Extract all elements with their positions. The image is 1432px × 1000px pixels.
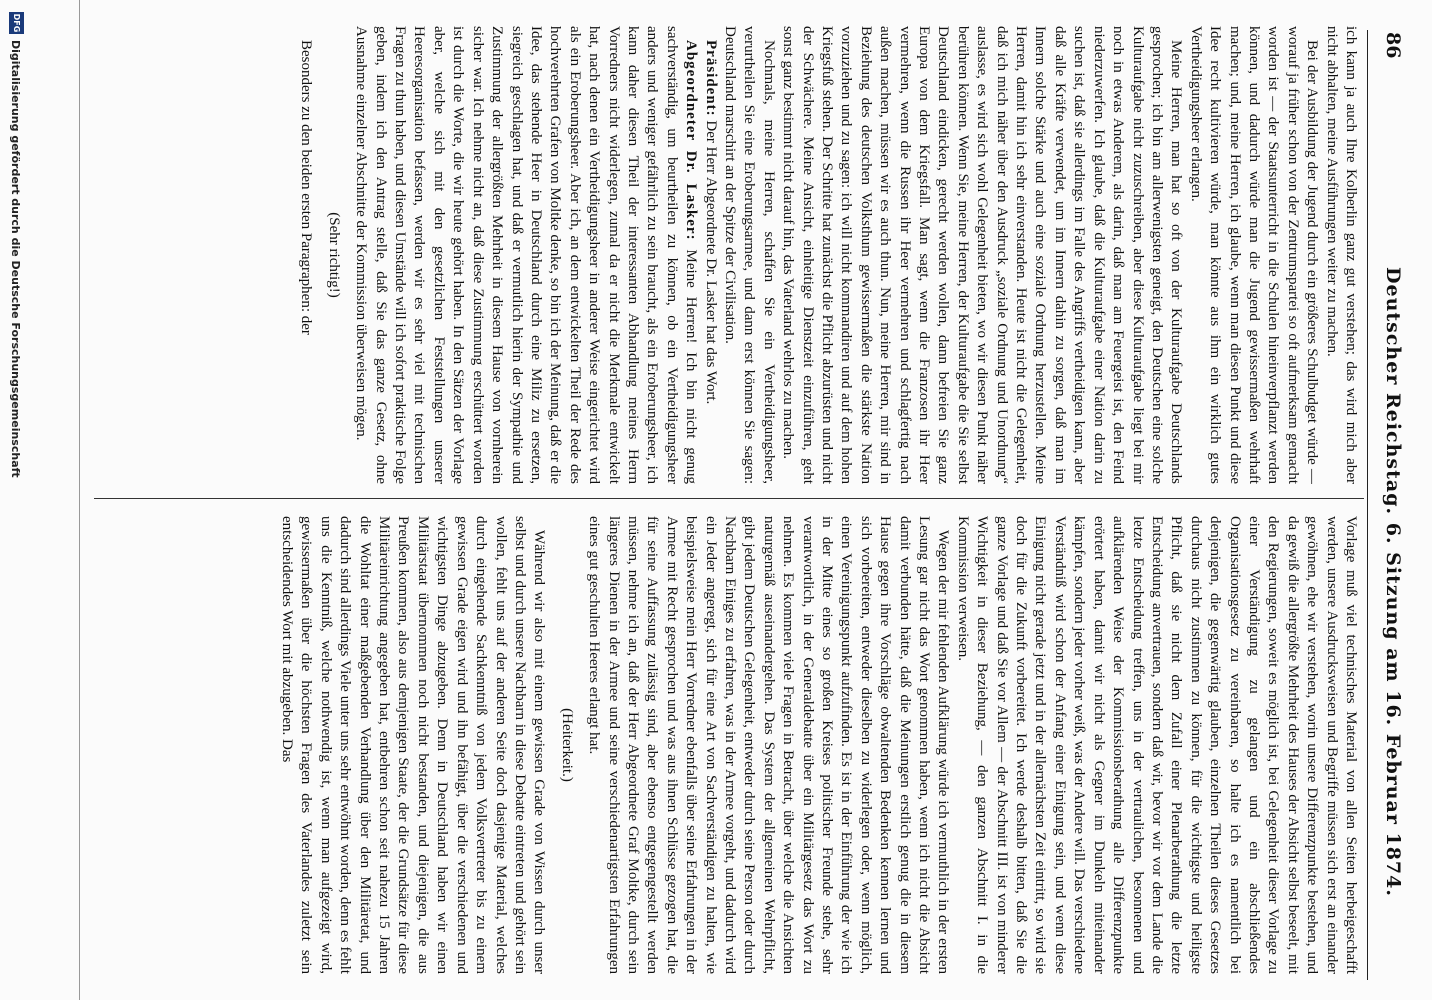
- header-rule: [1367, 30, 1368, 980]
- paragraph: ich kann ja auch Ihre Kolberlin ganz gut verstehen; das wird mich aber nicht abhalten, meine Ausführungen weiter zu machen.: [1323, 26, 1359, 484]
- scan-edge: [55, 0, 80, 1000]
- page-title: Deutscher Reichstag. 6. Sitzung am 16. Februar 1874.: [1382, 267, 1404, 897]
- paragraph: Nochmals, meine Herren, schaffen Sie ein Vertheidigungsheer, verurtheilen Sie eine Eroberungsarmee, und dann erst können Sie sagen: Deutschland marschirt an der Spitze der Civilisation.: [722, 26, 777, 484]
- running-header: [1364, 32, 1414, 992]
- president-label: Präsident:: [702, 40, 719, 117]
- speaker-text: Meine Herren! Ich bin nicht genug sachverständig, um beurtheilen zu können, ob ein Vertheidigungsheer anders und weniger gefährlich zu sein braucht, als ein Eroberungsheer, ich kann daher diesen Theil der interessanten Abhandlung meines Herrn Vorredners nicht widerlegen, zumal da er nicht die Merkmale entwickelt hat, nach denen ein Vertheidigungsheer in anderer Weise eingerichtet wird als ein Eroberungsheer. Aber ich, an dem entwickelten Theil der Rede des hochverehrten Grafen von Moltke denke, so bin ich der Meinung, daß er die Idee, das stehende Heer in Deutschland durch eine Miliz zu ersetzen, siegreich geschlagen hat, und daß er vermutlich hierin der Sympathie und Zustimmung der allergrößten Mehrheit in diesem Hause von vornherein sicher war. Ich nehme nicht an, daß diese Zustimmung erschüttert worden ist durch die Worte, die wir heute gehört haben. In den Sätzen der Vorlage aber, welche sich mit den gesetzlichen Feststellungen unserer Heeresorganisation befassen, werden wir es sehr viel mit technischen Fragen zu thun haben, und diesen Umstände will ich sofort praktische Folge geben, indem ich den Antrag stelle, daß Sie das ganze Gesetz, ohne Ausnahme einzelner Abschnitte der Kommission überweisen mögen.: [353, 26, 700, 484]
- paragraph: Meine Herren, man hat so oft von der Kulturaufgabe Deutschlands gesprochen; ich bin am allerwenigsten geneigt, den Deutschen eine solche Kulturaufgabe nicht zuzuschreiben, aber diese Kulturaufgabe liegt bei mir noch in etwas Anderem, als darin, daß man am Feuergeist ist, den Feind niederzuwerfen. Ich glaube, daß die Kulturaufgabe einer Nation darin zu suchen ist, daß sie allerdings im Falle des Angriffs vertheidigen kann, aber daß alle Kräfte verwendet, um im Innern dahin zu sorgen, daß man im Innern solche Stärke und auch eine soziale Ordnung herzustellen. Meine Herren, damit hin ich sehr einverstanden. Heute ist nicht die Gelegenheit, daß ich mich näher über den Ausdruck „soziale Ordnung und Unordnung“ auslasse, es wird sich wohl Gelegenheit bieten, wo wir diesen Punkt näher berühren können. Wenn Sie, meine Herren, der Kulturaufgabe die Sie selbst Deutschland eindicken, gerecht werden wollen, dann befreien Sie ganz Europa von dem Kriegsfall. Man sagt, wenn die Franzosen ihr Heer vermehren, wenn die Russen ihr Heer vermehren und schlagfertig nach außen machen, müssen wir es auch thun. Nun, meine Herren, mir sind in Beziehung des deutschen Volksthum gewissermaßen die stärkste Nation vorzuziehen und zu sagen: ich will nicht kommandiren und auf dem hohen Kriegsfuß stehen. Der Schritte hat zunächst die Pflicht abzurüsten und nicht der Schwächere. Meine Ansicht, einheitige Dienstzeit einzuführen, geht sonst ganz bestimmt nicht darauf hin, das Vaterland wehrlos zu machen.: [780, 26, 1185, 484]
- column-divider: [94, 498, 1364, 499]
- paragraph: Vorlage muß viel technisches Material von allen Seiten herbeigeschafft werden, unsere Ausdrucksweisen und Begriffe müssen sich erst an einander gewöhnen, ehe wir verstehen, worin unsere Differenzpunkte bestehen, und da gewiß die allergrößte Mehrheit des Hauses der Absicht selbst beseelt, mit den Regierungen, soweit es möglich ist, bei Gelegenheit dieser Vorlage zu einer Verständigung zu gelangen und ein abschließendes Organisationsgesetz zu vereinbaren, so halte ich es namentlich bei denjenigen, die gegenwärtig glauben, einzelnen Theilen dieses Gesetzes durchaus nicht zustimmen zu können, für die wichtigste und heiligste Pflicht, daß sie nicht dem Zufall einer Plenarberathung die letzte Entscheidung anvertrauen, sondern daß wir, bevor wir vor dem Lande die letzte Entscheidung treffen, uns in der vertraulichen, besonnenen und aufklärenden Weise der Kommissionsberathung alle Differenzpunkte erörtert haben, damit wir nicht als Gegner im Dunkeln miteinander kämpfen, sondern jeder vorher weiß, was der Andere will. Das verschiedene Verständniß wird schon der Anfang einer Einigung sein, und wenn diese Einigung nicht gerade jetzt und in der allernächsten Zeit eintritt, so wird sie doch für die Zukunft vorbereitet. Ich werde deshalb bitten, daß Sie die ganze Vorlage und daß Sie vor Allem — der Abschnitt III. ist von minderer Wichtigkeit in dieser Beziehung, — den ganzen Abschnitt I. in die Kommission verweisen.: [954, 516, 1359, 974]
- speaker-label: Abgeordneter Dr. Lasker:: [683, 40, 700, 241]
- digitization-credit: Digitalisierung gefördert durch die Deutsche Forschungsgemeinschaft: [9, 40, 22, 478]
- paragraph: Wegen der mir fehlenden Aufklärung würde ich vermuthlich in der ersten Lesung gar nicht das Wort genommen haben, wenn ich nicht die Absicht damit verbunden hätte, daß die Meinungen erstlich genug die in diesem Hause gegen ihre Vorschläge obwaltenden Bedenken kennen lernen und sich vorbereiten, entweder dieselben zu widerlegen oder, wenn möglich, einen Vereinigungspunkt aufzufinden. Es ist in der Einführung der wie ich in der Mitte eines so großen Kreises politischer Freunde stehe, sehr verantwortlich, in der Generaldebatte über ein Militärgesetz das Wort zu nehmen. Es kommen viele Fragen in Betracht, über welche die Ansichten naturgemäß auseinandergehen. Das System der allgemeinen Wehrpflicht, gibt jedem Deutschen Gelegenheit, entweder durch seine Person oder durch Nachbarn Einiges zu erfahren, was in der Armee vorgeht, und dadurch wird ein Jeder angeregt, sich für eine Art von Sachverständigen zu halten, wie beispielsweise mein Herr Vorredner ebenfalls über seine Erfahrungen in der Armee mit Recht gesprochen und was aus ihnen Schlüsse gezogen hat, die für seine Auffassung zulässig sind, aber ebenso entgegengestellt werden müssen, nehme ich an, daß der Herr Abgeordnete Graf Moltke, durch sein längeres Dienen in der Armee und seine verschiedenartigsten Erfahrungen eines gut geschulten Heeres erlangt hat.: [586, 516, 952, 974]
- paragraph: Während wir also mit einem gewissen Grade von Wissen durch unser selbst und durch unsere Nachbarn in diese Debatte eintreten und gehört sein wollen, fehlt uns auf der anderen Seite doch dasjenige Material, welches durch eingehende Sachkenntniß von jedem Volksvertreter bis zu einem gewissen Grade eigen wird und ihn befähigt, über die verschiedenen und wichtigsten Dinge abzugeben. Denn in Deutschland haben wir einen Militärstaat übernommen noch nicht bestanden, und diejenigen, die aus Preußen kommen, also aus demjenigen Staate, der die Grundsätze für diese Militäreinrichtung angegeben hat, entbehren schon seit nahezu 15 Jahren die Wohltat einer maßgebenden Verhandlung über den Militäretat, und dadurch sind allerdings Viele unter uns sehr entwöhnt worden, denn es fehlt uns die Kenntniß, welche nothwendig ist, wenn man aufgezeigt wird, gewissermaßen über die höchsten Fragen des Vaterlandes zuletzt sein entscheidendes Wort mit abzugeben. Das: [279, 516, 548, 974]
- applause-note: (Sehr richtig!): [325, 212, 342, 298]
- right-column: [90, 516, 1360, 974]
- paragraph: Bei der Ausbildung der Jugend durch ein größeres Schulbudget würde — worauf ja früher schon von der Zentrumspartei so oft aufmerksam gemacht worden ist — der Staatsunterricht in die Schulen hineinverpflanzt werden können, und dadurch würde man die Jugend gewissermaßen wehrhaft machen; und, meine Herren, ich glaube, wenn man diesen Punkt und diese Idee recht kultivieren würde, man könnte aus ihm ein wirklich gutes Vertheidigungsheer erlangen.: [1187, 26, 1321, 484]
- page-number: 86: [1382, 32, 1404, 59]
- president-remark: [700, 26, 719, 484]
- left-column: [90, 26, 1360, 484]
- paragraph: Besonders zu den beiden ersten Paragraphen: der: [298, 40, 315, 335]
- speaker-remark: [351, 26, 700, 484]
- applause-note: (Heiterkeit.): [558, 708, 575, 782]
- president-text: Der Herr Abgeordnete Dr. Lasker hat das Wort.: [702, 120, 719, 405]
- dfg-logo: DFG: [9, 12, 24, 34]
